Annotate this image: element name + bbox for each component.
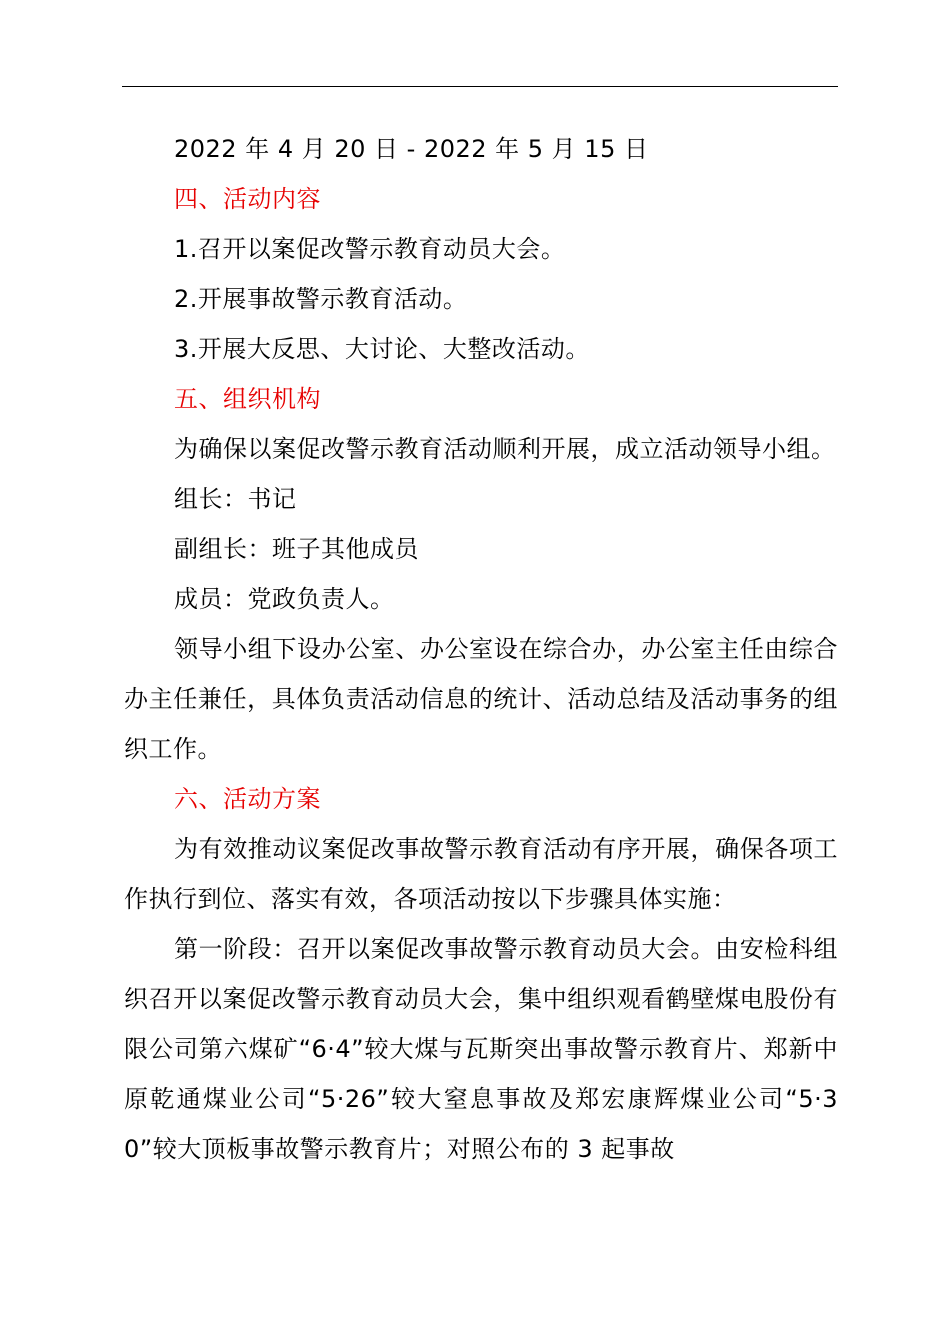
section-heading-activity-content: 四、活动内容: [174, 185, 321, 213]
paragraph: 副组长：班子其他成员: [174, 535, 419, 563]
document-body: [124, 124, 838, 1174]
list-item: 1.召开以案促改警示教育动员大会。: [174, 235, 566, 263]
paragraph: 第一阶段：召开以案促改事故警示教育动员大会。由安检科组织召开以案促改警示教育动员大会，集中组织观看鹤壁煤电股份有限公司第六煤矿“6·4”较大煤与瓦斯突出事故警示教育片、郑新中原乾通煤业公司“5·26”较大窒息事故及郑宏康辉煤业公司“5·30”较大顶板事故警示教育片；对照公布的 3 起事故: [124, 935, 838, 1163]
paragraph: 组长：书记: [174, 485, 297, 513]
list-item: 2.开展事故警示教育活动。: [174, 285, 468, 313]
list-item: 3.开展大反思、大讨论、大整改活动。: [174, 335, 590, 363]
paragraph: 为确保以案促改警示教育活动顺利开展，成立活动领导小组。: [174, 435, 836, 463]
paragraph: 为有效推动议案促改事故警示教育活动有序开展，确保各项工作执行到位、落实有效，各项活动按以下步骤具体实施：: [124, 835, 838, 913]
date-range: 2022 年 4 月 20 日 - 2022 年 5 月 15 日: [174, 135, 649, 163]
header-rule: [122, 86, 838, 87]
section-heading-activity-plan: 六、活动方案: [174, 785, 321, 813]
paragraph: 成员：党政负责人。: [174, 585, 395, 613]
section-heading-organization: 五、组织机构: [174, 385, 321, 413]
paragraph: 领导小组下设办公室、办公室设在综合办，办公室主任由综合办主任兼任，具体负责活动信息的统计、活动总结及活动事务的组织工作。: [124, 635, 838, 763]
